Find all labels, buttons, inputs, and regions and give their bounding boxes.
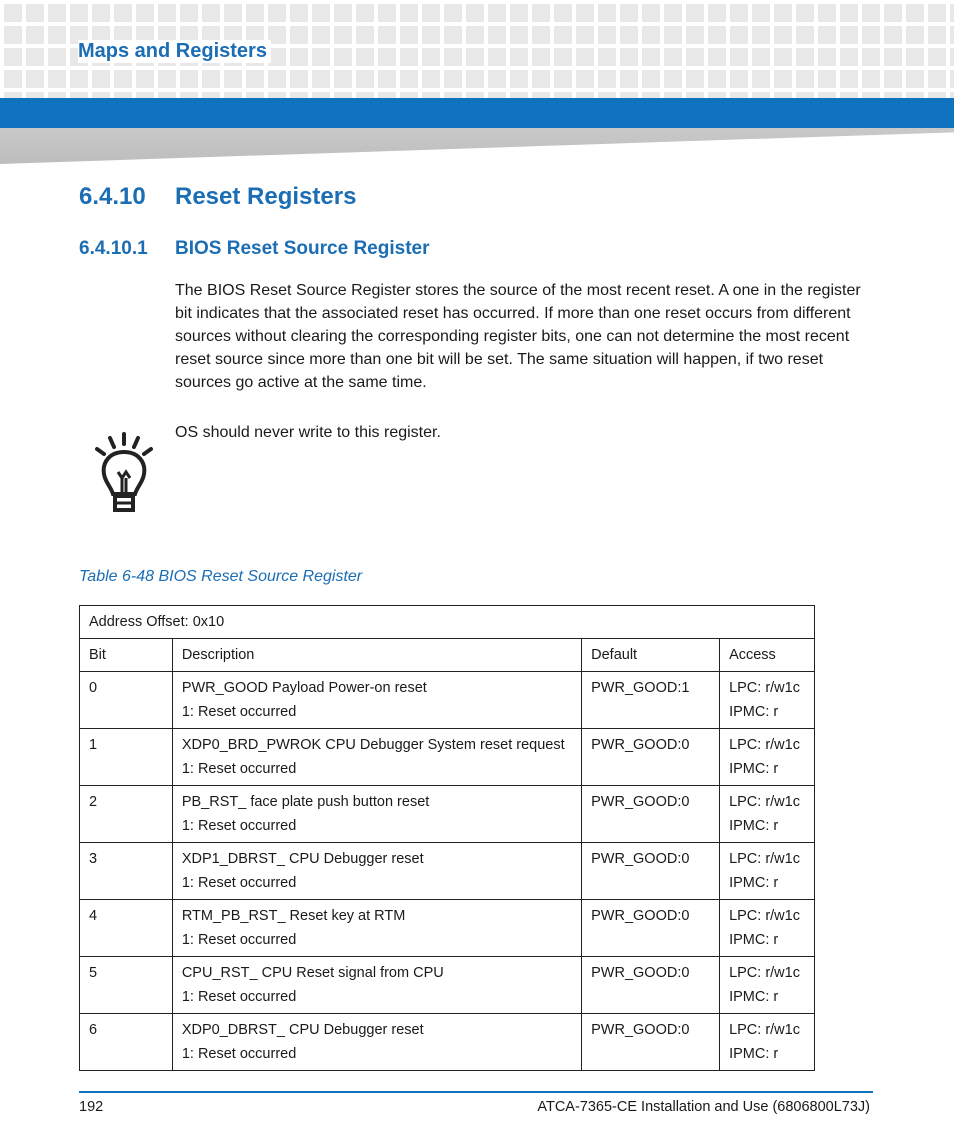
- page-number: 192: [79, 1099, 104, 1115]
- default-cell: PWR_GOOD:0: [582, 900, 720, 957]
- subsection-number: 6.4.10.1: [79, 238, 148, 259]
- default-cell: PWR_GOOD:0: [582, 1014, 720, 1071]
- register-table: [79, 605, 815, 1071]
- table-row: [80, 729, 815, 786]
- access-cell: [720, 957, 815, 1014]
- description-text: XDP0_BRD_PWROK CPU Debugger System reset request: [181, 737, 565, 753]
- description-text: PB_RST_ face plate push button reset: [181, 794, 430, 810]
- description-cell: [172, 786, 581, 843]
- access-lpc: LPC: r/w1c: [729, 1022, 800, 1038]
- table-header-row: [80, 639, 815, 672]
- access-cell: [720, 729, 815, 786]
- header-blue-bar: [0, 98, 954, 128]
- bit-cell: 2: [80, 786, 173, 843]
- description-cell: [172, 672, 581, 729]
- section-heading: [79, 183, 356, 211]
- table-row: [80, 786, 815, 843]
- access-ipmc: IPMC: r: [729, 932, 779, 948]
- description-text: XDP1_DBRST_ CPU Debugger reset: [181, 851, 424, 867]
- access-cell: [720, 1014, 815, 1071]
- description-cell: [172, 957, 581, 1014]
- access-lpc: LPC: r/w1c: [729, 680, 800, 696]
- subsection-title: BIOS Reset Source Register: [175, 238, 430, 259]
- description-detail: 1: Reset occurred: [181, 989, 297, 1005]
- access-lpc: LPC: r/w1c: [729, 908, 800, 924]
- access-ipmc: IPMC: r: [729, 818, 779, 834]
- section-title: Reset Registers: [175, 183, 357, 210]
- description-detail: 1: Reset occurred: [181, 1046, 297, 1062]
- access-ipmc: IPMC: r: [729, 989, 779, 1005]
- description-cell: [172, 900, 581, 957]
- header-gray-band: [0, 128, 954, 164]
- column-header: Access: [720, 639, 815, 672]
- bit-cell: 3: [80, 843, 173, 900]
- access-cell: [720, 843, 815, 900]
- column-header: Description: [172, 639, 581, 672]
- description-detail: 1: Reset occurred: [181, 761, 297, 777]
- description-detail: 1: Reset occurred: [181, 932, 297, 948]
- document-title: ATCA-7365-CE Installation and Use (6806800L73J): [537, 1099, 870, 1115]
- bit-cell: 1: [80, 729, 173, 786]
- access-cell: [720, 786, 815, 843]
- default-cell: PWR_GOOD:1: [582, 672, 720, 729]
- description-text: PWR_GOOD Payload Power-on reset: [181, 680, 427, 696]
- table-row: [80, 1014, 815, 1071]
- address-offset: Address Offset: 0x10: [80, 606, 815, 639]
- description-detail: 1: Reset occurred: [181, 818, 297, 834]
- bit-cell: 4: [80, 900, 173, 957]
- table-row: [80, 900, 815, 957]
- default-cell: PWR_GOOD:0: [582, 843, 720, 900]
- description-cell: [172, 729, 581, 786]
- access-ipmc: IPMC: r: [729, 761, 779, 777]
- table-row: [80, 672, 815, 729]
- table-row: [80, 957, 815, 1014]
- access-ipmc: IPMC: r: [729, 1046, 779, 1062]
- description-text: XDP0_DBRST_ CPU Debugger reset: [181, 1022, 424, 1038]
- access-ipmc: IPMC: r: [729, 704, 779, 720]
- subsection-heading: [79, 238, 429, 260]
- default-cell: PWR_GOOD:0: [582, 729, 720, 786]
- address-offset-row: [80, 606, 815, 639]
- description-detail: 1: Reset occurred: [181, 875, 297, 891]
- description-text: CPU_RST_ CPU Reset signal from CPU: [181, 965, 444, 981]
- section-header: Maps and Registers: [78, 40, 271, 63]
- description-cell: [172, 843, 581, 900]
- access-ipmc: IPMC: r: [729, 875, 779, 891]
- bit-cell: 6: [80, 1014, 173, 1071]
- description-cell: [172, 1014, 581, 1071]
- bit-cell: 0: [80, 672, 173, 729]
- access-lpc: LPC: r/w1c: [729, 794, 800, 810]
- access-cell: [720, 672, 815, 729]
- access-lpc: LPC: r/w1c: [729, 965, 800, 981]
- note-text: OS should never write to this register.: [175, 424, 441, 441]
- column-header: Default: [582, 639, 720, 672]
- access-cell: [720, 900, 815, 957]
- body-paragraph: The BIOS Reset Source Register stores the source of the most recent reset. A one in the register bit indicates that the associated reset has occurred. If more than one reset occurs from different sources without clearing the corresponding register bits, one can not determine the most recent reset source since more than one bit will be set. The same situation will happen, if two reset sources go active at the same time.: [175, 282, 861, 391]
- column-header: Bit: [80, 639, 173, 672]
- lightbulb-icon: [92, 432, 156, 516]
- bit-cell: 5: [80, 957, 173, 1014]
- default-cell: PWR_GOOD:0: [582, 786, 720, 843]
- table-caption: Table 6-48 BIOS Reset Source Register: [79, 568, 363, 585]
- access-lpc: LPC: r/w1c: [729, 851, 800, 867]
- section-number: 6.4.10: [79, 183, 146, 210]
- table-row: [80, 843, 815, 900]
- footer-rule: [79, 1091, 873, 1093]
- description-text: RTM_PB_RST_ Reset key at RTM: [181, 908, 406, 924]
- access-lpc: LPC: r/w1c: [729, 737, 800, 753]
- default-cell: PWR_GOOD:0: [582, 957, 720, 1014]
- description-detail: 1: Reset occurred: [181, 704, 297, 720]
